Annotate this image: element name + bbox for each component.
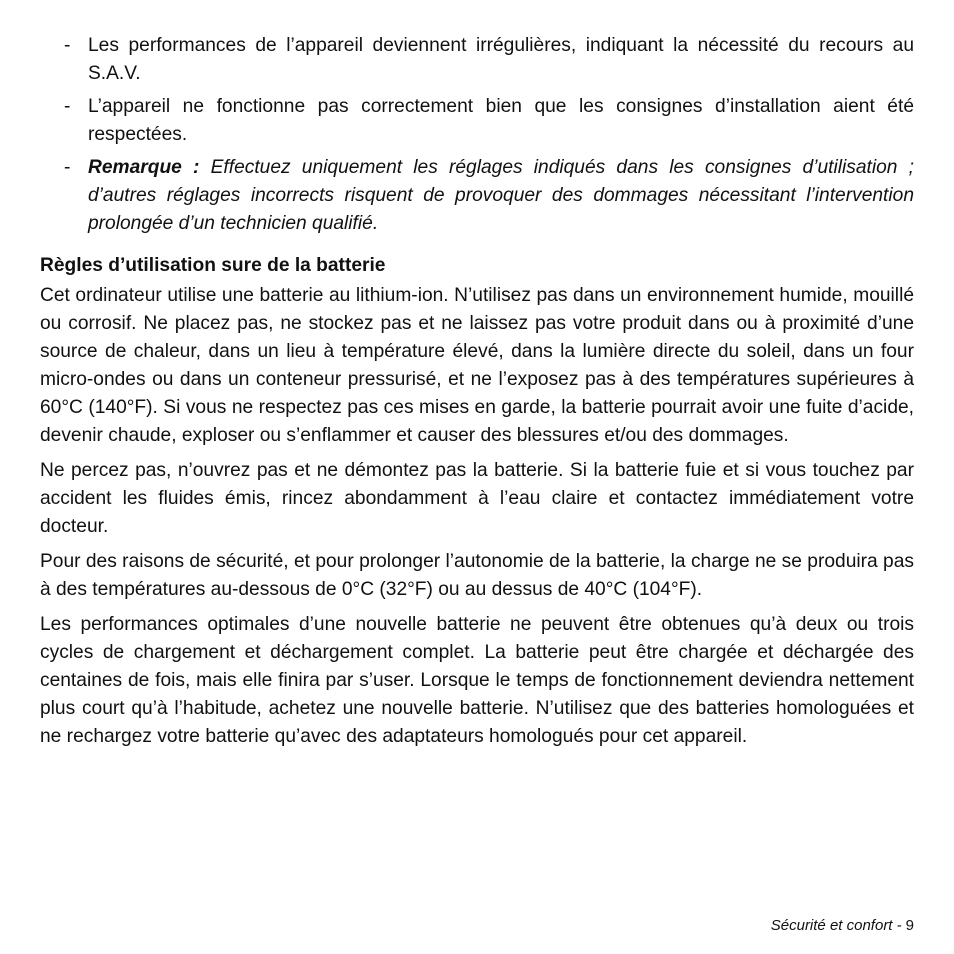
bullet-dash: - — [64, 96, 71, 117]
remark-text: Effectuez uniquement les réglages indiqués dans les consignes d’utilisation ; d’autres réglages incorrects risquent de provoquer des dommages nécessitant l’intervention prolongée d’un technicien qualifié. — [88, 157, 914, 234]
bullet-text: L’appareil ne fonctionne pas correctement bien que les consignes d’installation aient été respectées. — [88, 96, 914, 145]
paragraph: Les performances optimales d’une nouvelle batterie ne peuvent être obtenues qu’à deux ou trois cycles de chargement et déchargement complet. La batterie peut être chargée et déchargée des centaines de fois, mais elle finira par s’user. Lorsque le temps de fonctionnement deviendra nettement plus court qu’à l’habitude, achetez une nouvelle batterie. N’utilisez que des batteries homologuées et ne rechargez votre batterie qu’avec des adaptateurs homologués pour cet appareil. — [40, 614, 914, 747]
paragraph: Ne percez pas, n’ouvrez pas et ne démontez pas la batterie. Si la batterie fuie et si vous touchez par accident les fluides émis, rincez abondamment à l’eau claire et contactez immédiatement votre docteur. — [40, 460, 914, 537]
paragraph: Cet ordinateur utilise une batterie au lithium-ion. N’utilisez pas dans un environnement humide, mouillé ou corrosif. Ne placez pas, ne stockez pas et ne laissez pas votre produit dans ou à proximité d’une source de chaleur, dans un lieu à température élevé, dans la lumière directe du soleil, dans un four micro-ondes ou dans un conteneur pressurisé, et ne l’exposez pas à des températures supérieures à 60°C (140°F). Si vous ne respectez pas ces mises en garde, la batterie pourrait avoir une fuite d’acide, devenir chaude, exploser ou s’enflammer et causer des blessures et/ou des dommages. — [40, 285, 914, 446]
footer-section: Sécurité et confort - — [770, 917, 902, 934]
document-body — [40, 32, 914, 758]
page-number: 9 — [905, 917, 914, 934]
bullet-item — [40, 32, 914, 88]
remark-label: Remarque : — [88, 157, 200, 178]
bullet-item — [40, 93, 914, 149]
remark-body — [88, 157, 914, 234]
page-footer — [771, 916, 914, 936]
bullet-text: Les performances de l’appareil deviennent irrégulières, indiquant la nécessité du recours au S.A.V. — [88, 35, 914, 84]
section-title: Règles d’utilisation sure de la batterie — [40, 255, 386, 276]
paragraph: Pour des raisons de sécurité, et pour prolonger l’autonomie de la batterie, la charge ne se produira pas à des températures au-dessous de 0°C (32°F) ou au dessus de 40°C (104°F). — [40, 551, 914, 600]
bullet-dash: - — [64, 157, 71, 178]
remark-item — [40, 154, 914, 238]
bullet-dash: - — [64, 35, 71, 56]
